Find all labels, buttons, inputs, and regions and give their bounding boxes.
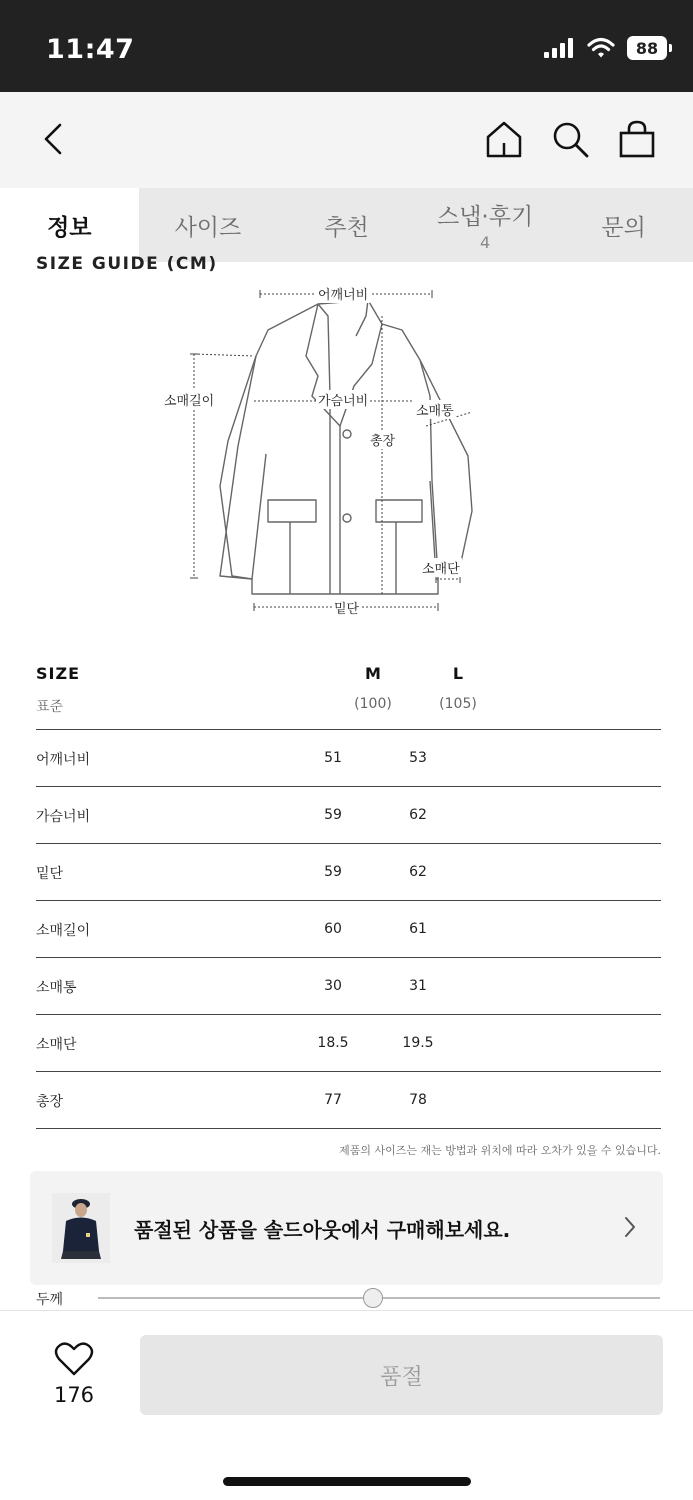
soldout-banner[interactable] xyxy=(30,1171,663,1285)
size-column-label: M xyxy=(365,664,381,683)
soldout-button-label: 품절 xyxy=(380,1364,423,1390)
diagram-label-sleeve-width: 소매통 xyxy=(414,400,456,419)
row-value-m: 30 xyxy=(324,978,342,994)
battery-icon xyxy=(627,36,667,60)
row-label: 소매길이 xyxy=(36,923,91,939)
table-row xyxy=(36,958,661,1015)
table-header xyxy=(36,656,661,730)
table-row xyxy=(36,1015,661,1072)
size-diagram xyxy=(150,276,490,621)
size-guide-title: SIZE GUIDE (CM) xyxy=(36,254,218,274)
home-indicator xyxy=(223,1477,471,1486)
row-value-l: 62 xyxy=(409,807,427,823)
tab-bar xyxy=(0,188,693,262)
row-value-m: 51 xyxy=(324,750,342,766)
row-value-l: 19.5 xyxy=(402,1035,434,1051)
table-row xyxy=(36,844,661,901)
diagram-label-total-length: 총장 xyxy=(368,430,397,449)
size-header-label: SIZE xyxy=(36,664,81,683)
row-value-m: 18.5 xyxy=(317,1035,349,1051)
row-label: 어깨너비 xyxy=(36,752,91,768)
row-value-m: 59 xyxy=(324,864,342,880)
thickness-indicator xyxy=(363,1288,383,1308)
tab-recommend[interactable] xyxy=(277,188,416,262)
table-row xyxy=(36,787,661,844)
row-value-m: 77 xyxy=(324,1092,342,1108)
status-icons xyxy=(543,36,667,60)
signal-icon xyxy=(543,37,575,59)
like-count: 176 xyxy=(53,1383,95,1407)
diagram-label-chest: 가슴너비 xyxy=(316,390,370,409)
like-button[interactable] xyxy=(48,1341,100,1407)
row-value-m: 59 xyxy=(324,807,342,823)
table-row xyxy=(36,1072,661,1129)
size-column-standard: (100) xyxy=(354,696,392,712)
row-label: 총장 xyxy=(36,1094,64,1110)
back-icon xyxy=(40,122,66,156)
tab-inquiry[interactable] xyxy=(554,188,693,262)
heart-icon xyxy=(54,1341,94,1377)
product-thumbnail xyxy=(52,1193,110,1263)
size-table-note: 제품의 사이즈는 재는 방법과 위치에 따라 오차가 있을 수 있습니다. xyxy=(339,1144,661,1157)
row-label: 소매통 xyxy=(36,980,77,996)
status-bar xyxy=(0,0,693,92)
row-label: 밑단 xyxy=(36,866,64,882)
diagram-label-hem: 밑단 xyxy=(332,598,361,617)
row-value-m: 60 xyxy=(324,921,342,937)
soldout-banner-chevron xyxy=(623,1215,637,1243)
standard-header-label: 표준 xyxy=(36,699,64,715)
home-icon xyxy=(484,119,524,159)
soldout-button[interactable] xyxy=(140,1335,663,1415)
battery-level: 88 xyxy=(635,38,659,58)
thickness-label: 두께 xyxy=(36,1292,64,1308)
row-value-l: 62 xyxy=(409,864,427,880)
cart-button[interactable] xyxy=(614,116,660,162)
row-value-l: 31 xyxy=(409,978,427,994)
status-time: 11:47 xyxy=(46,34,135,65)
tab-label: 정보 xyxy=(47,214,92,241)
table-row xyxy=(36,730,661,787)
tab-snap-review[interactable] xyxy=(416,188,555,262)
row-value-l: 53 xyxy=(409,750,427,766)
bottom-bar xyxy=(0,1310,693,1500)
model-photo xyxy=(52,1193,110,1263)
chevron-right-icon xyxy=(623,1215,637,1239)
row-label: 소매단 xyxy=(36,1037,77,1053)
search-button[interactable] xyxy=(547,116,593,162)
back-button[interactable] xyxy=(30,116,76,162)
diagram-label-sleeve-length: 소매길이 xyxy=(162,390,216,409)
wifi-icon xyxy=(587,37,615,59)
tab-label: 스냅·후기 xyxy=(436,204,534,230)
row-value-l: 78 xyxy=(409,1092,427,1108)
diagram-label-shoulder: 어깨너비 xyxy=(316,284,370,303)
table-row xyxy=(36,901,661,958)
tab-label: 추천 xyxy=(324,214,369,241)
tab-count: 4 xyxy=(479,233,491,252)
soldout-banner-text: 품절된 상품을 솔드아웃에서 구매해보세요. xyxy=(134,1218,511,1242)
search-icon xyxy=(550,119,590,159)
row-value-l: 61 xyxy=(409,921,427,937)
size-table xyxy=(36,656,661,1129)
header xyxy=(0,92,693,188)
tab-label: 문의 xyxy=(601,214,646,241)
size-column-standard: (105) xyxy=(439,696,477,712)
row-label: 가슴너비 xyxy=(36,809,91,825)
home-button[interactable] xyxy=(481,116,527,162)
size-column-label: L xyxy=(452,664,464,683)
tab-label: 사이즈 xyxy=(174,214,242,241)
shopping-bag-icon xyxy=(617,119,657,159)
diagram-label-cuff: 소매단 xyxy=(420,558,462,577)
tab-size[interactable] xyxy=(139,188,278,262)
tab-info[interactable] xyxy=(0,188,139,262)
